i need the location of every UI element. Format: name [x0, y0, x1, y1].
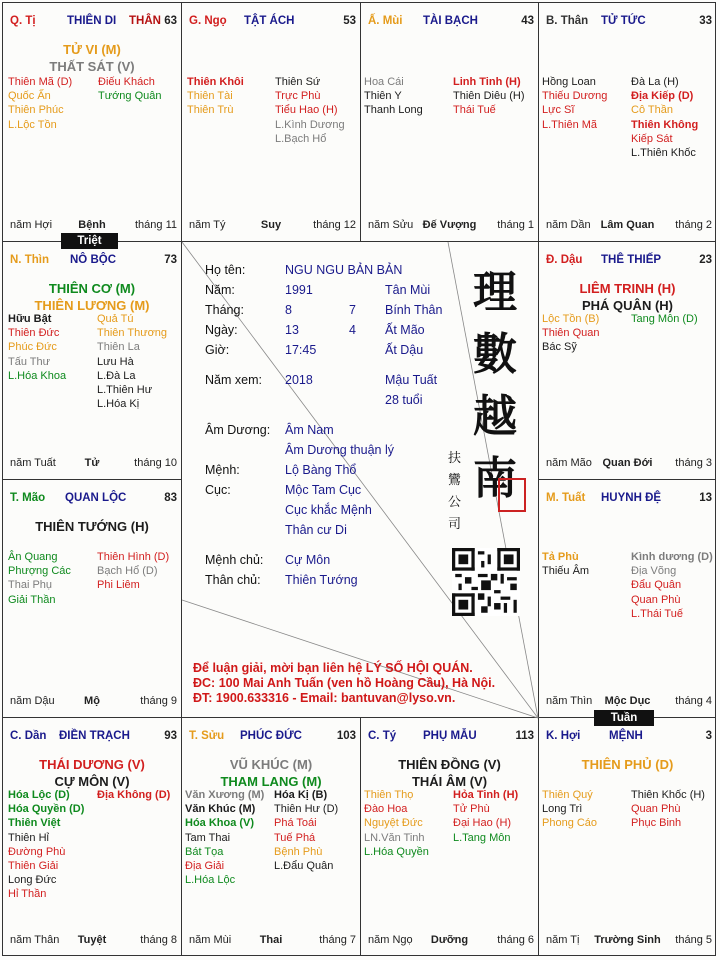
- star: Thiên Thọ: [364, 789, 414, 801]
- palace-stage: Đế Vượng: [422, 219, 477, 231]
- palace-stage: Tử: [84, 457, 100, 469]
- main-star: THAM LANG (M): [220, 774, 322, 789]
- star: L.Kình Dương: [275, 118, 345, 131]
- palace-number: 3: [705, 730, 712, 742]
- star: Lực Sĩ: [542, 104, 575, 117]
- palace-can-chi: N. Thìn: [10, 254, 49, 266]
- star: Thiên Mã (D): [8, 76, 73, 88]
- star: Thiên Quý: [542, 789, 593, 801]
- palace-stage: Lâm Quan: [600, 219, 655, 231]
- main-star: THIÊN ĐỒNG (V): [398, 757, 501, 772]
- palace-year: năm Dậu: [10, 695, 55, 707]
- star: Thiên Sứ: [275, 76, 321, 88]
- main-star: THẤT SÁT (V): [49, 59, 135, 74]
- palace-number: 33: [699, 15, 712, 27]
- palace-tuat[interactable]: [539, 480, 716, 717]
- palace-number: 43: [521, 15, 534, 27]
- star: Ân Quang: [8, 551, 58, 563]
- contact-line-1: Để luận giải, mời bạn liên hệ LÝ SỐ HỘI QUÁN.: [193, 661, 473, 675]
- star: Thiên Khôi: [187, 76, 244, 88]
- calligraphy-logo: [470, 262, 520, 510]
- star: Cô Thần: [631, 104, 673, 117]
- thang-am: 7: [349, 303, 356, 317]
- main-star: THIÊN LƯƠNG (M): [34, 298, 150, 313]
- star: Thiên Thương: [97, 327, 168, 340]
- ho-ten-value: NGU NGU BẢN BẢN: [285, 263, 403, 277]
- palace-name: MỆNH: [609, 730, 643, 742]
- palace-ty[interactable]: [361, 718, 538, 956]
- seal-small-text: 扶 鸞 公 司: [448, 451, 462, 532]
- star: L.Lộc Tồn: [8, 118, 57, 131]
- star: Địa Không (D): [97, 789, 171, 801]
- palace-mui[interactable]: [361, 3, 538, 241]
- palace-name: PHÚC ĐỨC: [240, 730, 302, 742]
- star: Linh Tinh (H): [453, 76, 521, 88]
- cuc-value-2: Cục khắc Mệnh: [285, 503, 372, 517]
- palace-name: TỬ TỨC: [601, 15, 646, 27]
- thang-value: 8: [285, 303, 292, 317]
- palace-ngo[interactable]: [182, 3, 360, 241]
- star: Địa Võng: [631, 565, 677, 578]
- star: Tả Phù: [542, 551, 579, 563]
- star: Đại Hao (H): [453, 817, 512, 830]
- main-star: THÁI DƯƠNG (V): [39, 757, 145, 772]
- star: Văn Khúc (M): [185, 803, 256, 816]
- menh-chu-value: Cự Môn: [285, 553, 331, 567]
- palace-stage: Trường Sinh: [594, 934, 661, 946]
- calligraphy-char: 南: [473, 453, 517, 504]
- palace-can-chi: T. Mão: [10, 492, 46, 504]
- palace-stage: Mộc Dục: [604, 695, 651, 707]
- palace-name: TÀI BẠCH: [423, 15, 478, 27]
- star: Quốc Ấn: [8, 90, 51, 103]
- am-duong-value-2: Âm Dương thuận lý: [285, 443, 394, 457]
- palace-number: 83: [164, 492, 177, 504]
- star: Thiên Quan: [542, 327, 600, 340]
- star: Thiên Khốc (H): [631, 789, 705, 801]
- palace-year: năm Mão: [546, 457, 592, 469]
- palace-can-chi: B. Thân: [546, 15, 589, 27]
- qr-code-icon[interactable]: [452, 548, 520, 616]
- star: Thiên Giải: [8, 860, 59, 873]
- palace-can-chi: T. Sửu: [189, 730, 225, 742]
- star: Kình dương (D): [631, 551, 713, 563]
- star: Thiên Việt: [8, 817, 61, 830]
- star: L.Thiên Khốc: [631, 147, 696, 160]
- palace-can-chi: C. Tý: [368, 730, 397, 742]
- palace-month: tháng 11: [134, 219, 177, 231]
- star: Phục Binh: [631, 817, 682, 830]
- star: L.Đẩu Quân: [274, 860, 334, 873]
- palace-number: 13: [699, 492, 712, 504]
- cuc-value: Mộc Tam Cục: [285, 483, 362, 497]
- star: L.Đà La: [97, 369, 136, 382]
- palace-month: tháng 7: [319, 934, 356, 946]
- palace-month: tháng 5: [675, 934, 712, 946]
- triet-tag: Triệt: [61, 233, 118, 249]
- palace-name: PHỤ MẪU: [423, 730, 477, 742]
- star: Phượng Các: [8, 565, 71, 578]
- palace-dan[interactable]: [3, 718, 181, 956]
- star: Thanh Long: [364, 104, 423, 117]
- palace-number: 113: [515, 730, 534, 742]
- main-star: PHÁ QUÂN (H): [582, 298, 673, 313]
- palace-mao[interactable]: [3, 480, 181, 717]
- star: Tử Phù: [453, 803, 490, 816]
- star: L.Hóa Lộc: [185, 874, 236, 887]
- star: Quan Phù: [631, 803, 681, 816]
- star: L.Hóa Quyền: [364, 845, 429, 858]
- palace-number: 53: [343, 15, 356, 27]
- star: Bác Sỹ: [542, 341, 577, 354]
- label-menh: Mệnh:: [205, 463, 240, 477]
- palace-month: tháng 2: [675, 219, 712, 231]
- star: Phúc Đức: [8, 341, 57, 354]
- tuoi-value: 28 tuổi: [385, 393, 423, 407]
- star: Tấu Thư: [8, 355, 51, 368]
- star: L.Thiên Mã: [542, 118, 598, 131]
- nam-xem-value: 2018: [285, 373, 313, 387]
- star: Đẩu Quân: [631, 579, 682, 592]
- palace-stage: Tuyệt: [77, 934, 107, 946]
- star: Thai Phụ: [8, 579, 53, 592]
- palace-number: 23: [699, 254, 712, 266]
- menh-value: Lộ Bàng Thổ: [285, 463, 357, 477]
- main-star: THÁI ÂM (V): [411, 774, 488, 789]
- star: Thiên Tài: [187, 90, 233, 103]
- palace-name: THÊ THIẾP: [601, 254, 662, 266]
- star: L.Bạch Hổ: [275, 132, 327, 145]
- palace-can-chi: K. Hợi: [546, 730, 581, 742]
- palace-name: HUYNH ĐỆ: [601, 492, 662, 504]
- cuc-value-3: Thân cư Di: [285, 523, 347, 537]
- star: Thiên La: [97, 341, 140, 354]
- star: L.Thiên Hư: [97, 384, 153, 397]
- palace-year: năm Mùi: [189, 934, 232, 946]
- star: Đào Hoa: [364, 803, 408, 816]
- main-star: THIÊN TƯỚNG (H): [35, 519, 149, 534]
- palace-year: năm Tuất: [10, 457, 56, 469]
- label-nam: Năm:: [205, 283, 235, 297]
- label-am-duong: Âm Dương:: [205, 423, 271, 437]
- palace-stage: Bệnh: [78, 219, 106, 231]
- star: Thiếu Âm: [542, 565, 590, 578]
- calligraphy-char: 數: [473, 329, 517, 380]
- star: Kiếp Sát: [631, 132, 673, 145]
- star: Thiên Đức: [8, 327, 60, 340]
- star: Địa Kiếp (D): [631, 90, 694, 103]
- star: Thiên Không: [631, 118, 699, 131]
- star: Đà La (H): [631, 76, 679, 88]
- thang-canchi: Bính Thân: [385, 303, 443, 317]
- star: Phi Liêm: [97, 579, 140, 592]
- star: LN.Văn Tinh: [364, 831, 425, 844]
- star: Bát Tọa: [185, 845, 224, 858]
- label-thang: Tháng:: [205, 303, 244, 317]
- star: Long Đức: [8, 874, 57, 887]
- palace-suu[interactable]: [182, 718, 360, 956]
- label-ngay: Ngày:: [205, 323, 238, 337]
- palace-than[interactable]: [539, 3, 716, 241]
- palace-name: THIÊN DI: [67, 15, 117, 27]
- ngay-am: 4: [349, 323, 356, 337]
- palace-year: năm Dần: [546, 219, 591, 231]
- tuan-tag: Tuần: [594, 710, 654, 726]
- palace-can-chi: C. Dần: [10, 730, 47, 742]
- main-star: VŨ KHÚC (M): [229, 757, 313, 772]
- palace-number: 103: [336, 730, 356, 742]
- palace-year: năm Tị: [546, 934, 580, 946]
- palace-year: năm Sửu: [368, 219, 414, 231]
- star: Quan Phù: [631, 593, 681, 606]
- palace-year: năm Hợi: [10, 219, 53, 231]
- ngay-value: 13: [285, 323, 299, 337]
- contact-address: ĐC: 100 Mai Anh Tuấn (ven hồ Hoàng Cầu), Hà Nội.: [193, 676, 496, 690]
- main-star: THIÊN PHỦ (D): [581, 757, 674, 772]
- palace-hoi[interactable]: [539, 718, 716, 956]
- palace-month: tháng 10: [134, 457, 177, 469]
- label-nam-xem: Năm xem:: [205, 373, 262, 387]
- star: Hồng Loan: [542, 76, 596, 88]
- palace-dau[interactable]: [539, 242, 716, 479]
- star: Thiên Hỉ: [8, 831, 49, 844]
- red-seal-stamp: [498, 478, 526, 512]
- palace-can-chi: Ấ. Mùi: [368, 15, 403, 27]
- star: Thiên Diêu (H): [453, 90, 525, 103]
- palace-name: NÔ BỘC: [70, 254, 116, 266]
- star: Hỏa Tinh (H): [453, 789, 519, 801]
- star: L.Hóa Kị: [97, 398, 140, 411]
- ngay-canchi: Ất Mão: [385, 323, 425, 337]
- star: Hữu Bật: [8, 313, 52, 325]
- palace-can-chi: Q. Tị: [10, 15, 36, 27]
- palace-month: tháng 3: [675, 457, 712, 469]
- am-duong-value: Âm Nam: [285, 423, 334, 437]
- nam-xem-canchi: Mậu Tuất: [385, 373, 438, 387]
- palace-year: năm Thìn: [546, 695, 593, 707]
- label-menh-chu: Mệnh chủ:: [205, 553, 264, 567]
- palace-number: 93: [164, 730, 177, 742]
- star: Thái Tuế: [453, 104, 496, 117]
- than-marker: THÂN: [129, 15, 161, 27]
- palace-name: ĐIỀN TRẠCH: [59, 730, 130, 742]
- palace-month: tháng 8: [140, 934, 177, 946]
- palace-month: tháng 12: [313, 219, 356, 231]
- star: Hóa Khoa (V): [185, 817, 255, 830]
- star: Địa Giải: [185, 860, 225, 873]
- star: Thiên Hư (D): [274, 803, 339, 816]
- palace-can-chi: G. Ngọ: [189, 15, 227, 27]
- star: Quả Tú: [97, 313, 134, 325]
- palace-name: TẬT ÁCH: [244, 15, 295, 27]
- star: Hóa Quyền (D): [8, 803, 85, 816]
- star: Lộc Tồn (B): [542, 313, 600, 325]
- star: Thiên Hình (D): [97, 551, 170, 563]
- than-chu-value: Thiên Tướng: [285, 573, 358, 587]
- nam-value: 1991: [285, 283, 313, 297]
- star: Trực Phù: [275, 90, 321, 103]
- gio-canchi: Ất Dậu: [385, 343, 424, 357]
- star: Thiên Trù: [187, 104, 234, 117]
- star: Thiên Y: [364, 90, 402, 103]
- palace-number: 63: [164, 15, 177, 27]
- palace-stage: Thai: [259, 934, 283, 946]
- star: Thiếu Dương: [542, 90, 608, 103]
- main-star: TỬ VI (M): [63, 42, 121, 57]
- star: Hỉ Thần: [8, 888, 47, 901]
- palace-year: năm Thân: [10, 934, 60, 946]
- palace-can-chi: Đ. Dậu: [546, 254, 583, 266]
- palace-stage: Dưỡng: [430, 934, 469, 946]
- label-ho-ten: Họ tên:: [205, 263, 246, 277]
- star: Bệnh Phù: [274, 845, 323, 858]
- palace-ti[interactable]: [3, 3, 181, 241]
- star: Long Trì: [542, 803, 583, 816]
- star: Phong Cáo: [542, 817, 598, 830]
- palace-name: QUAN LỘC: [65, 492, 127, 504]
- palace-year: năm Tý: [189, 219, 226, 231]
- star: Phá Toái: [274, 817, 317, 830]
- star: Giải Thần: [8, 593, 56, 606]
- palace-stage: Suy: [260, 219, 282, 231]
- palace-can-chi: M. Tuất: [546, 492, 586, 504]
- palace-month: tháng 6: [497, 934, 534, 946]
- star: Tam Thai: [185, 831, 231, 844]
- star: Hóa Kị (B): [274, 789, 328, 801]
- star: L.Thái Tuế: [631, 607, 683, 620]
- label-cuc: Cục:: [205, 483, 231, 497]
- star: Thiên Phúc: [8, 104, 64, 117]
- star: L.Hóa Khoa: [8, 369, 67, 382]
- calligraphy-char: 理: [473, 267, 517, 318]
- palace-year: năm Ngọ: [368, 934, 413, 946]
- star: Hoa Cái: [364, 76, 404, 88]
- star: Tướng Quân: [98, 90, 162, 103]
- star: L.Tang Môn: [453, 831, 511, 844]
- star: Hóa Lộc (D): [8, 789, 70, 801]
- palace-stage: Quan Đới: [602, 457, 653, 469]
- star: Điếu Khách: [98, 76, 155, 88]
- palace-stage: Mộ: [84, 695, 100, 707]
- star: Văn Xương (M): [185, 789, 265, 801]
- main-star: CỰ MÔN (V): [54, 774, 130, 789]
- palace-month: tháng 4: [675, 695, 712, 707]
- palace-month: tháng 9: [140, 695, 177, 707]
- nam-canchi: Tân Mùi: [385, 283, 431, 297]
- label-gio: Giờ:: [205, 343, 230, 357]
- calligraphy-char: 越: [473, 391, 517, 442]
- star: Lưu Hà: [97, 355, 134, 368]
- palace-month: tháng 1: [497, 219, 534, 231]
- main-star: LIÊM TRINH (H): [579, 281, 676, 296]
- star: Đường Phù: [8, 845, 66, 858]
- contact-phone-email[interactable]: ĐT: 1900.633316 - Email: bantuvan@lyso.vn.: [193, 691, 456, 705]
- star: Nguyệt Đức: [364, 817, 423, 830]
- palace-thin[interactable]: [3, 242, 181, 479]
- star: Tang Môn (D): [631, 313, 698, 325]
- label-than-chu: Thân chủ:: [205, 573, 261, 587]
- gio-value: 17:45: [285, 343, 317, 357]
- star: Tiểu Hao (H): [275, 104, 338, 117]
- main-star: THIÊN CƠ (M): [48, 281, 136, 296]
- star: Bạch Hổ (D): [97, 565, 158, 578]
- palace-number: 73: [164, 254, 177, 266]
- star: Tuế Phá: [274, 831, 316, 844]
